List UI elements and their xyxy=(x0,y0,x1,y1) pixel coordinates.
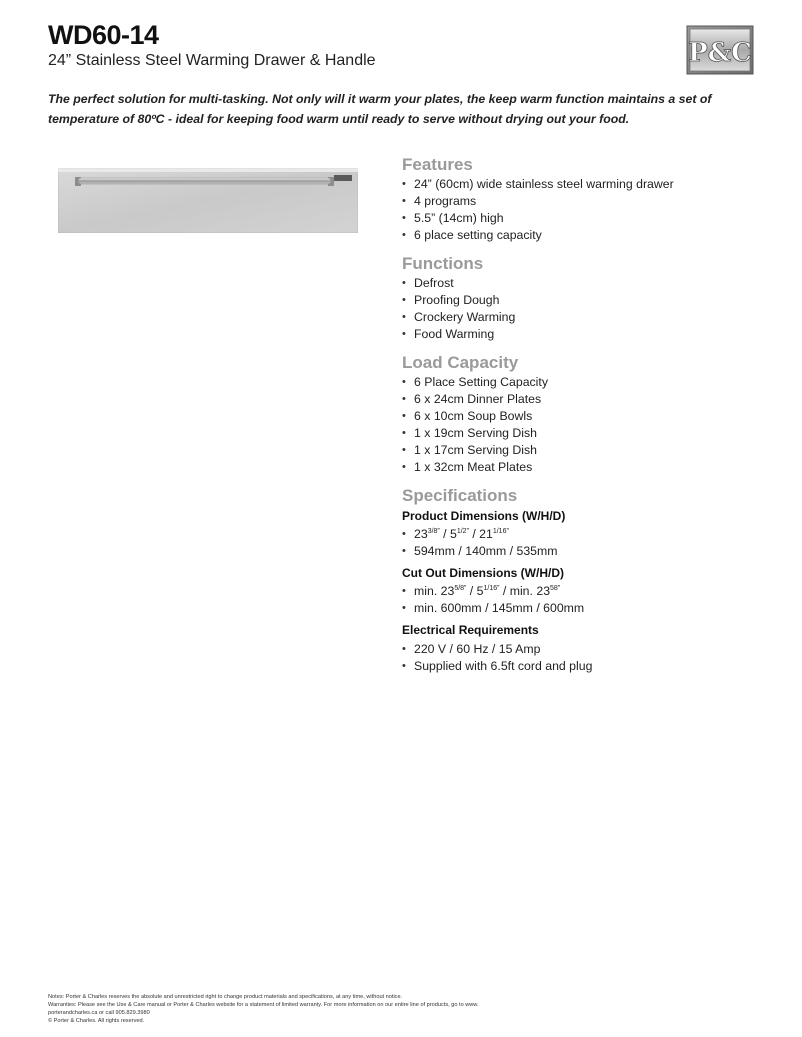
cut-w-frac: 5/8” xyxy=(454,585,467,592)
warming-drawer-image xyxy=(58,167,358,233)
product-dimensions-list xyxy=(402,526,762,560)
cut-d: / min. 23 xyxy=(499,584,551,598)
electrical-list xyxy=(402,641,762,675)
spec-column xyxy=(402,154,762,675)
features-list xyxy=(402,176,762,244)
model-number: WD60-14 xyxy=(48,20,159,50)
cut-w: min. 23 xyxy=(414,584,455,598)
list-item: • 6 x 10cm Soup Bowls xyxy=(402,408,762,425)
footer-copyright-line: © Porter & Charles. All rights reserved. xyxy=(48,1018,145,1024)
list-item: • Proofing Dough xyxy=(402,292,762,309)
dim-separator: / xyxy=(439,527,450,541)
footer-notes xyxy=(48,993,748,1025)
product-subtitle: 24” Stainless Steel Warming Drawer & Handle xyxy=(48,52,376,69)
dim-h-frac: 1/2” xyxy=(456,528,469,535)
list-item: • Food Warming xyxy=(402,326,762,343)
brand-logo-text: P&C xyxy=(688,38,752,68)
specifications-heading: Specifications xyxy=(402,486,518,505)
cutout-dimensions-heading: Cut Out Dimensions (W/H/D) xyxy=(402,566,564,580)
cutout-dimensions-list xyxy=(402,583,762,617)
cutout-dimensions-imperial xyxy=(402,583,762,600)
dim-w-whole: 23 xyxy=(414,527,428,541)
cut-h-frac: 1/16” xyxy=(483,585,500,592)
product-dimensions-metric: • 594mm / 140mm / 535mm xyxy=(402,543,762,560)
cut-h: / 5 xyxy=(466,584,484,598)
footer-contact-line: porterandcharles.ca or call 905.829.3980 xyxy=(48,1010,150,1016)
list-item: • 1 x 17cm Serving Dish xyxy=(402,442,762,459)
cut-d-frac: 58” xyxy=(550,585,561,592)
list-item: • 220 V / 60 Hz / 15 Amp xyxy=(402,641,762,658)
load-capacity-list xyxy=(402,374,762,476)
dim-h-whole: 5 xyxy=(450,527,457,541)
intro-text: The perfect solution for multi-tasking. Not only will it warm your plates, the keep warm function maintains a set of temperature of 80ºC - ideal for keeping food warm until ready to serve without drying out your food. xyxy=(48,92,712,126)
dim-w-frac: 3/8” xyxy=(427,528,440,535)
dim-d-frac: 1/16” xyxy=(492,528,509,535)
functions-list xyxy=(402,275,762,343)
cutout-dimensions-metric: • min. 600mm / 145mm / 600mm xyxy=(402,600,762,617)
load-capacity-heading: Load Capacity xyxy=(402,353,519,372)
list-item: • Crockery Warming xyxy=(402,309,762,326)
footer-warranty-line: Warranties: Please see the Use & Care manual or Porter & Charles website for a statement of limited warranty. For more information on our entire line of products, go to www. xyxy=(48,1002,479,1008)
product-dimensions-imperial xyxy=(402,526,762,543)
dim-separator: / xyxy=(468,527,480,541)
footer-notes-line: Notes: Porter & Charles reserves the absolute and unrestricted right to change product materials and specifications, at any time, without notice. xyxy=(48,994,403,1000)
list-item: • 4 programs xyxy=(402,193,762,210)
list-item: • 1 x 19cm Serving Dish xyxy=(402,425,762,442)
list-item: • 1 x 32cm Meat Plates xyxy=(402,459,762,476)
functions-heading: Functions xyxy=(402,254,484,273)
list-item: • Supplied with 6.5ft cord and plug xyxy=(402,658,762,675)
list-item: • 6 Place Setting Capacity xyxy=(402,374,762,391)
brand-logo xyxy=(686,25,754,75)
list-item: • Defrost xyxy=(402,275,762,292)
product-dimensions-heading: Product Dimensions (W/H/D) xyxy=(402,509,566,523)
electrical-heading: Electrical Requirements xyxy=(402,623,539,637)
dim-d-whole: 21 xyxy=(479,527,493,541)
features-heading: Features xyxy=(402,155,473,174)
list-item: • 24” (60cm) wide stainless steel warming drawer xyxy=(402,176,762,193)
list-item: • 6 place setting capacity xyxy=(402,227,762,244)
list-item: • 6 x 24cm Dinner Plates xyxy=(402,391,762,408)
list-item: • 5.5” (14cm) high xyxy=(402,210,762,227)
